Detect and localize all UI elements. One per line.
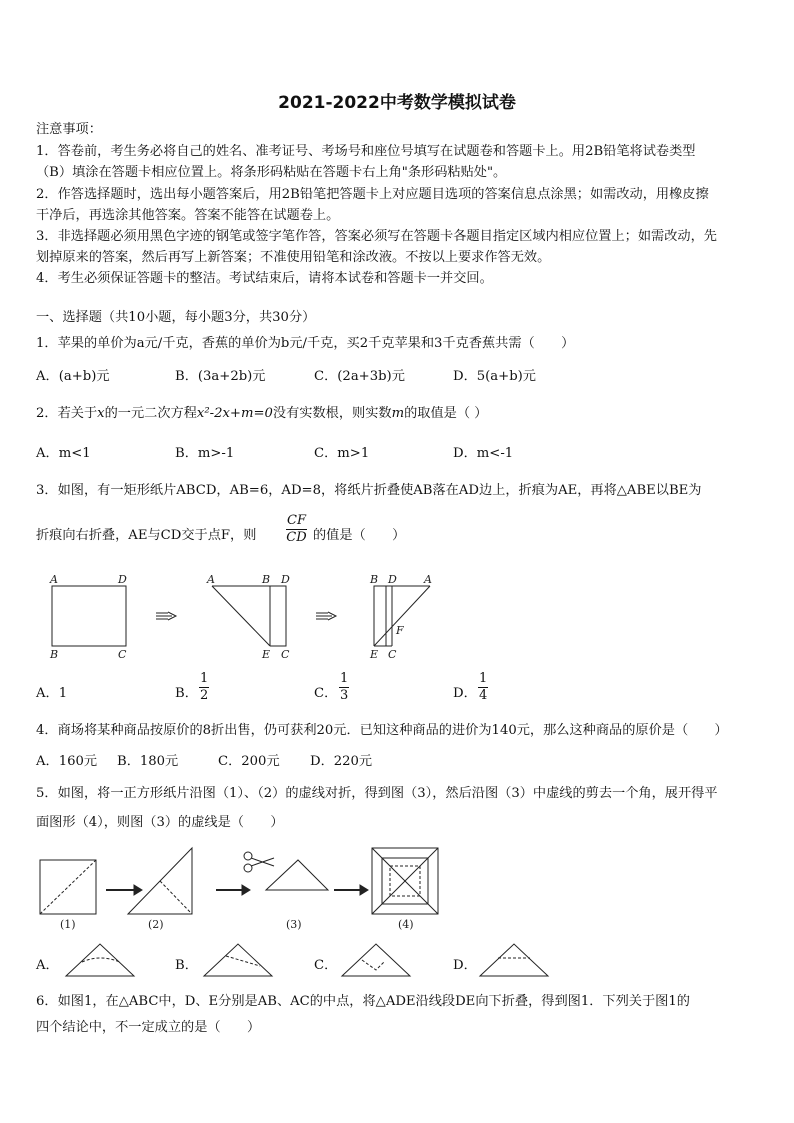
q2-text: 的取值是（ ）: [404, 406, 488, 421]
fig-label: D: [281, 573, 290, 586]
q5-option-a[interactable]: A．: [36, 958, 59, 973]
fig-label: A: [424, 573, 432, 586]
q5-option-d-figure: [476, 940, 554, 980]
page-title: 2021-2022中考数学模拟试卷: [278, 93, 516, 113]
q3-figure: [40, 572, 460, 664]
notice-line: 1．答卷前，考生务必将自己的姓名、准考证号、考场号和座位号填写在试题卷和答题卡上。用2B铅笔将试卷类型: [36, 144, 696, 159]
notice-line: 3．非选择题必须用黑色字迹的钢笔或签字笔作答，答案必须写在答题卡各题目指定区域内相应位置上；如需改动，先: [36, 229, 717, 244]
q3-option-a[interactable]: A．1: [36, 686, 68, 701]
fig-label: A: [50, 573, 58, 586]
q5-option-b-figure: [200, 940, 278, 980]
notice-line: 2．作答选择题时，选出每小题答案后，用2B铅笔把答题卡上对应题目选项的答案信息点涂黑；如需改动，用橡皮擦: [36, 187, 709, 202]
q3-option-c[interactable]: C．: [314, 686, 338, 701]
q3-fraction: [286, 513, 307, 546]
fig-label: C: [388, 648, 397, 661]
q5-option-d[interactable]: D．: [453, 958, 477, 973]
fig-label: E: [370, 648, 379, 661]
question-6-stem-2: 四个结论中，不一定成立的是（ ）: [36, 1020, 261, 1035]
fig-label: A: [207, 573, 215, 586]
fig-caption: (1): [60, 918, 76, 931]
q4-option-d[interactable]: D．220元: [310, 754, 373, 769]
question-5-stem: 5．如图，将一正方形纸片沿图（1）、（2）的虚线对折，得到图（3），然后沿图（3）中虚线的剪去一个角，展开得平: [36, 786, 718, 801]
q2-option-d[interactable]: D．m<-1: [453, 446, 514, 461]
q3-option-d-fraction: [478, 671, 488, 704]
question-4-stem: 4．商场将某种商品按原价的8折出售，仍可获利20元．已知这种商品的进价为140元，那么这种商品的原价是（ ）: [36, 723, 728, 738]
q4-option-a[interactable]: A．160元: [36, 754, 98, 769]
q3-option-d[interactable]: D．: [453, 686, 477, 701]
q3-option-c-fraction: [339, 671, 349, 704]
q5-option-c-figure: [338, 940, 416, 980]
q2-text: 没有实数根，则实数: [272, 406, 392, 421]
q2-text: 2．若关于: [36, 406, 98, 421]
notice-line: 干净后，再选涂其他答案。答案不能答在试题卷上。: [36, 208, 340, 223]
fig-label: D: [118, 573, 127, 586]
question-5-stem-2: 面图形（4），则图（3）的虚线是（ ）: [36, 815, 284, 830]
question-3-stem-2: [36, 524, 256, 543]
fig-caption: (3): [286, 918, 302, 931]
notice-line: 划掉原来的答案，然后再写上新答案；不准使用铅笔和涂改液。不按以上要求作答无效。: [36, 250, 551, 265]
question-1-stem: 1．苹果的单价为a元/千克，香蕉的单价为b元/千克，买2千克苹果和3千克香蕉共需（ ）: [36, 336, 575, 351]
q3-option-b-fraction: [199, 671, 209, 704]
q2-option-c[interactable]: C．m>1: [314, 446, 370, 461]
fig-label: E: [262, 648, 271, 661]
question-6-stem: 6．如图1，在△ABC中，D、E分别是AB、AC的中点，将△ADE沿线段DE向下折叠，得到图1．下列关于图1的: [36, 994, 690, 1009]
section-heading: 一、选择题（共10小题，每小题3分，共30分）: [36, 310, 316, 325]
fraction-numerator: CF: [287, 513, 306, 528]
q3-text: 的值是（ ）: [313, 528, 406, 543]
fig-label: C: [281, 648, 290, 661]
fig-label: D: [388, 573, 397, 586]
fraction-denominator: 4: [479, 688, 488, 703]
notice-line: 4．考生必须保证答题卡的整洁。考试结束后，请将本试卷和答题卡一并交回。: [36, 271, 493, 286]
q1-option-d[interactable]: D．5(a+b)元: [453, 369, 536, 384]
fig-label: B: [370, 573, 379, 586]
q5-option-a-figure: [62, 940, 140, 980]
fraction-denominator: 2: [200, 688, 209, 703]
q2-option-b[interactable]: B．m>-1: [175, 446, 235, 461]
notice-heading: 注意事项：: [36, 122, 102, 137]
q2-var-m: m: [391, 406, 405, 421]
q3-text: 折痕向右折叠，AE与CD交于点F，则: [36, 528, 257, 543]
q1-option-c[interactable]: C．(2a+3b)元: [314, 369, 405, 384]
q5-option-c[interactable]: C．: [314, 958, 338, 973]
fraction-numerator: 1: [479, 671, 488, 686]
fraction-denominator: 3: [340, 688, 349, 703]
q4-option-c[interactable]: C．200元: [218, 754, 280, 769]
q4-option-b[interactable]: B．180元: [117, 754, 179, 769]
fig-label: B: [262, 573, 271, 586]
q2-var-x: x: [97, 406, 105, 421]
fig-label: F: [396, 624, 404, 637]
q1-option-a[interactable]: A．(a+b)元: [36, 369, 110, 384]
q2-equation: x²-2x+m=0: [196, 406, 273, 421]
q5-option-b[interactable]: B．: [175, 958, 198, 973]
fraction-numerator: 1: [200, 671, 209, 686]
q1-option-b[interactable]: B．(3a+2b)元: [175, 369, 266, 384]
notice-line: （B）填涂在答题卡相应位置上。将条形码粘贴在答题卡右上角"条形码粘贴处"。: [36, 165, 507, 180]
q3-option-b[interactable]: B．: [175, 686, 198, 701]
fig-caption: (2): [148, 918, 164, 931]
q2-text: 的一元二次方程: [104, 406, 197, 421]
q5-figure: [36, 842, 446, 934]
fig-label: C: [118, 648, 127, 661]
fraction-numerator: 1: [340, 671, 349, 686]
fig-caption: (4): [398, 918, 414, 931]
question-2-stem: [36, 402, 487, 421]
q2-option-a[interactable]: A．m<1: [36, 446, 91, 461]
question-3-stem: 3．如图，有一矩形纸片ABCD，AB=6，AD=8，将纸片折叠使AB落在AD边上，折痕为AE，再将△ABE以BE为: [36, 483, 702, 498]
fraction-denominator: CD: [286, 530, 307, 545]
fig-label: B: [50, 648, 59, 661]
